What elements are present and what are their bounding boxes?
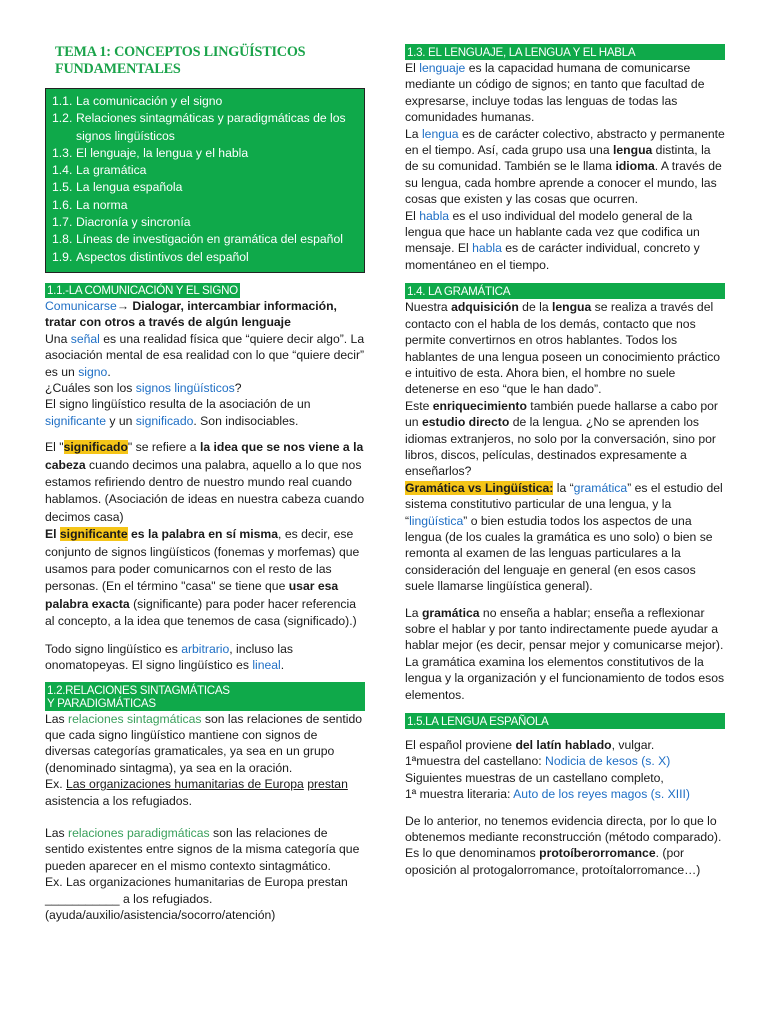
paragraph: Nuestra adquisición de la lengua se realiza a través del contacto con el habla de los demás, contacto que nos permite convertirnos en otros hablantes. Todos los hablantes de una lengua poseen un conocimiento práctico e intuitivo de esta. Ahora bien, el hombre no suele detenerse en eso “que le han dado”. <box>405 300 721 397</box>
paragraph: ¿Cuáles son los signos lingüísticos? <box>45 381 242 395</box>
paragraph: Gramática vs Lingüística: la “gramática” es el estudio del sistema constitutivo particular de una lengua, y la “lingüística” o bien estudia todos los aspectos de una lengua (de los cuales la gramática es uno solo) o bien se remonta al examen de las lenguas particulares a la consideración del lenguaje en general (en esos casos suele llamarse lingüística general). <box>405 480 723 594</box>
paragraph: El "significado" se refiere a la idea que se nos viene a la cabeza cuando decimos una palabra, aquello a lo que nos estamos refiriendo dentro de nuestro mundo real cuando hablamos. (Asociación de ideas en nuestra cabeza cuando decimos casa) <box>45 440 365 524</box>
example: Ex. Las organizaciones humanitarias de Europa prestan asistencia a los refugiados. <box>45 777 348 808</box>
section-heading-1-3: 1.3. EL LENGUAJE, LA LENGUA Y EL HABLA <box>405 44 725 60</box>
table-of-contents <box>45 88 365 273</box>
toc-item: 1.8. Líneas de investigación en gramática del español <box>52 232 343 247</box>
toc-item: 1.7. Diacronía y sincronía <box>52 215 191 230</box>
toc-item: 1.6. La norma <box>52 197 128 212</box>
paragraph: El significante es la palabra en sí misma, es decir, ese conjunto de signos lingüísticos (fonemas y morfemas) que usamos para poder comunicarnos con el resto de las personas. (En el término "casa" se tiene que usar esa palabra exacta (significante) para poder hacer referencia al concepto, a la idea que tenemos de casa (significado).) <box>45 527 360 629</box>
example-options: (ayuda/auxilio/asistencia/socorro/atención) <box>45 907 276 922</box>
paragraph: 1ª muestra literaria: Auto de los reyes magos (s. XIII) <box>405 787 690 802</box>
paragraph: La gramática no enseña a hablar; enseña a reflexionar sobre el hablar y por tanto indirectamente puede ayudar a hablar mejor (es decir, pensar mejor y comunicarse mejor). La gramática examina los elementos constitutivos de la lengua y la organización y el funcionamiento de todos esos elementos. <box>405 605 725 702</box>
left-column <box>45 44 365 923</box>
paragraph: Las relaciones sintagmáticas son las relaciones de sentido que cada signo lingüístico mantiene con signos de diversas categorías gramaticales, ya sea en un grupo (denominado sintagma), ya sea en la oración. <box>45 711 363 775</box>
toc-item: 1.2. Relaciones sintagmáticas y paradigmáticas de los signos lingüísticos <box>52 111 346 143</box>
toc-item: 1.4. La gramática <box>52 163 147 178</box>
paragraph: De lo anterior, no tenemos evidencia directa, por lo que lo obtenemos mediante reconstrucción (método comparado). Es lo que denominamos protoíberorromance. (por oposición al protogalorromance, protoítalorromance…) <box>405 813 722 877</box>
paragraph: El habla es el uso individual del modelo general de la lengua que hace un hablante cada vez que codifica un mensaje. El habla es de carácter individual, concreto y momentáneo en el tiempo. <box>405 208 700 272</box>
paragraph: Siguientes muestras de un castellano completo, <box>405 770 664 785</box>
toc-item: 1.5. La lengua española <box>52 180 183 195</box>
page-title: TEMA 1: CONCEPTOS LINGÜÍSTICOS FUNDAMENTALES <box>55 44 306 77</box>
right-column <box>405 44 725 878</box>
toc-item: 1.9. Aspectos distintivos del español <box>52 249 249 264</box>
paragraph: El español proviene del latín hablado, vulgar. <box>405 738 655 753</box>
section-heading-1-4: 1.4. LA GRAMÁTICA <box>405 283 725 299</box>
paragraph: El lenguaje es la capacidad humana de comunicarse mediante un código de signos; en tanto que facultad de expresarse, incluye todas las lenguas de todas las comunidades humanas. <box>405 61 705 125</box>
paragraph: Todo signo lingüístico es arbitrario, incluso las onomatopeyas. El signo lingüístico es lineal. <box>45 641 293 673</box>
paragraph: 1ªmuestra del castellano: Nodicia de kesos (s. X) <box>405 754 671 769</box>
paragraph: Este enriquecimiento también puede hallarse a cabo por un estudio directo de la lengua. ¿No se aprenden los idiomas extranjeros, no solo por la conversación, sino por libros, discos, películas, destinados expresamente a enseñarlos? <box>405 398 718 479</box>
toc-item: 1.3. El lenguaje, la lengua y el habla <box>52 145 249 160</box>
section-heading-1-5: 1.5.LA LENGUA ESPAÑOLA <box>405 713 725 729</box>
paragraph: Una señal es una realidad física que “quiere decir algo”. La asociación mental de esa realidad con lo que “quiere decir” es un signo. <box>45 331 365 379</box>
section-heading-1-1: 1.1.-LA COMUNICACIÓN Y EL SIGNO <box>47 283 238 297</box>
paragraph: Las relaciones paradigmáticas son las relaciones de sentido existentes entre signos de la misma categoría que pueden aparecer en el mismo contexto sintagmático. <box>45 825 360 873</box>
paragraph: Comunicarse→ Dialogar, intercambiar información, tratar con otros a través de algún lenguaje <box>45 298 337 330</box>
section-heading-1-2: 1.2.RELACIONES SINTAGMÁTICAS Y PARADIGMÁTICAS <box>45 682 365 711</box>
paragraph: La lengua es de carácter colectivo, abstracto y permanente en el tiempo. Así, cada grupo usa una lengua distinta, la de su comunidad. También se le llama idioma. A través de su lengua, cada hombre aprende a conocer el mundo, las cosas que existen y las cosas que ocurren. <box>405 126 725 207</box>
toc-item: 1.1. La comunicación y el signo <box>52 94 223 108</box>
example: ___________ a los refugiados. <box>45 891 213 906</box>
example: Ex. Las organizaciones humanitarias de Europa prestan <box>45 875 348 890</box>
paragraph: El signo lingüístico resulta de la asociación de un significante y un significado. Son indisociables. <box>45 397 311 428</box>
